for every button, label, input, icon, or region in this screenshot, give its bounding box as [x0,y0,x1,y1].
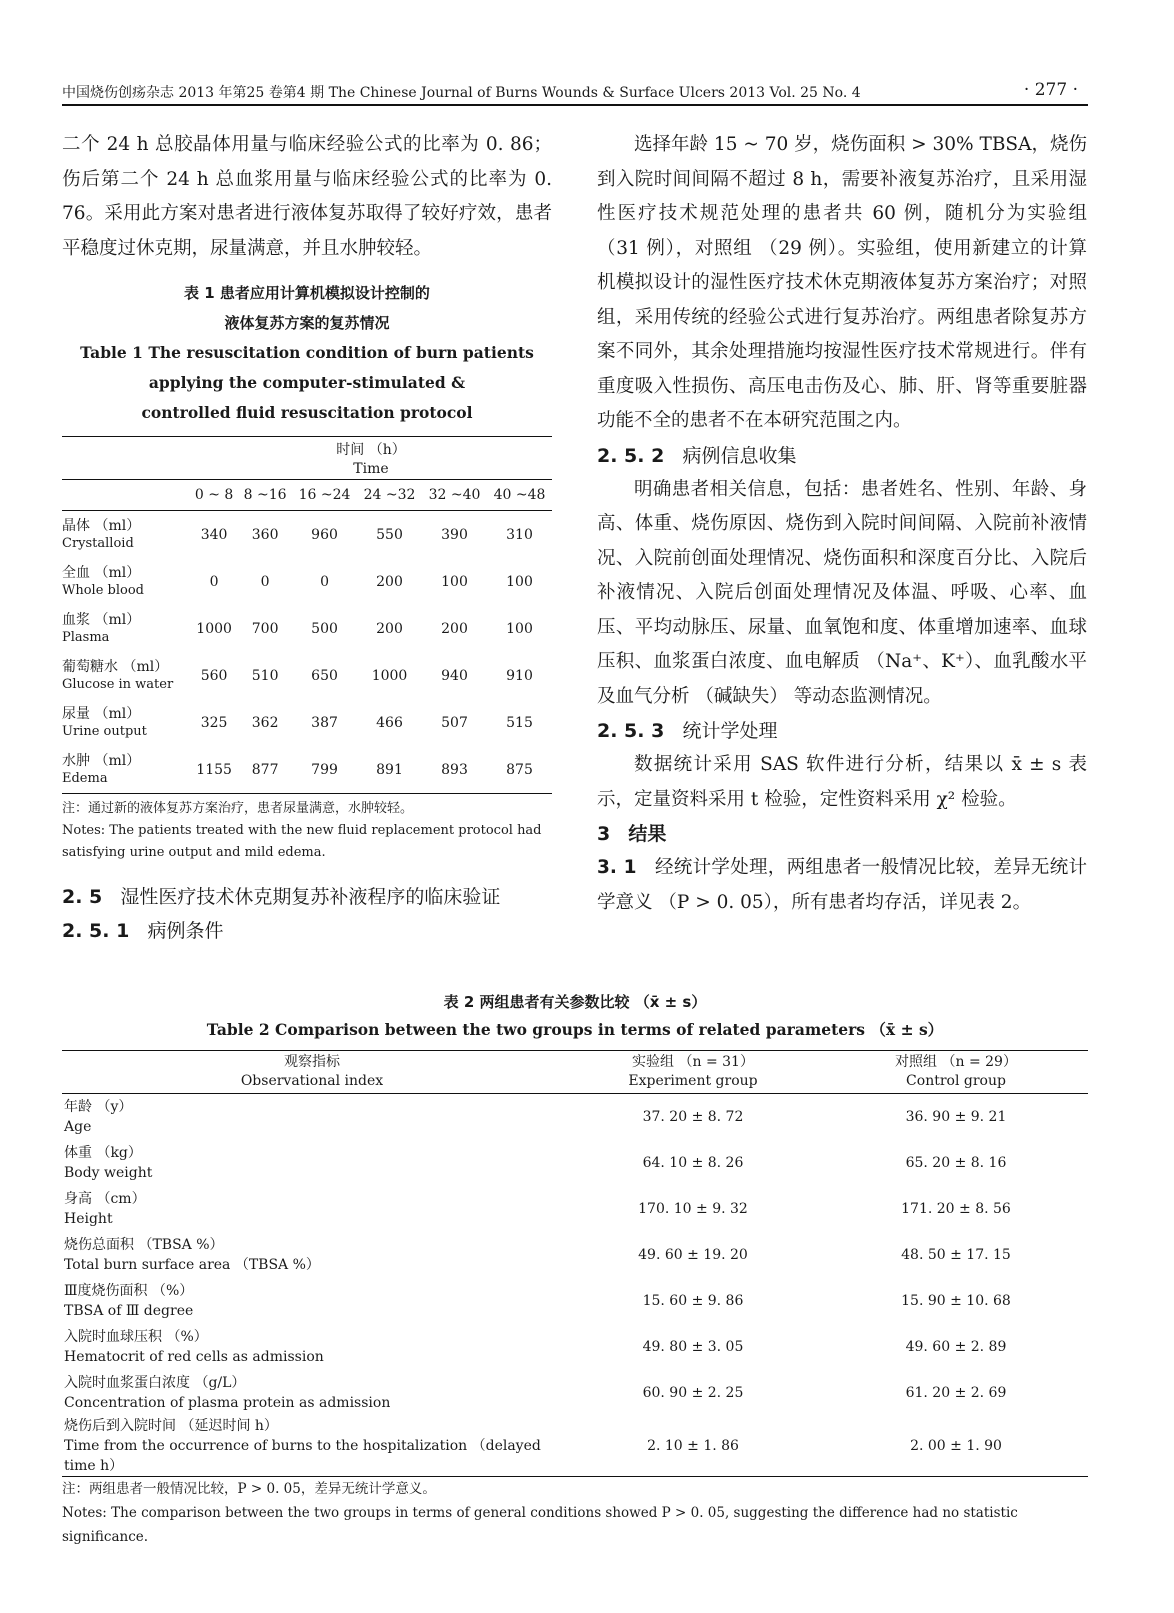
table2-note-en: Notes: The comparison between the two groups in terms of general conditions showed P > 0. 05, suggesting the difference had no statistic significance. [62,1505,1018,1545]
table1-cell: 100 [506,620,533,637]
row-label-cn: 水肿 （ml） [62,752,141,769]
table1-col-header: 0 ~ 8 [190,480,238,511]
table1-cell: 875 [506,761,533,778]
page-number: · 277 · [1023,80,1078,100]
table1-caption-en-3: controlled fluid resuscitation protocol [141,403,473,422]
table1-row [62,699,552,746]
table1-cell: 200 [441,620,468,637]
table2-cell-exp: 37. 20 ± 8. 72 [642,1109,744,1125]
row-label-en: Crystalloid [62,535,134,551]
table2-note-cn: 注：两组患者一般情况比较，P > 0. 05，差异无统计学意义。 [62,1481,436,1497]
table1-cell: 200 [376,620,403,637]
table1-caption-cn-2: 液体复苏方案的复苏情况 [224,314,390,332]
table1-cell: 799 [311,761,338,778]
table2-col3-en: Control group [906,1073,1006,1089]
table2-cell-exp: 170. 10 ± 9. 32 [638,1201,748,1217]
table1-cell: 200 [376,573,403,590]
table2-col2-cn: 实验组 （n = 31） [632,1054,754,1070]
table1-cell: 360 [251,526,279,543]
table1-time-en: Time [353,461,389,477]
table1-cell: 910 [506,667,533,684]
row-label-cn: 入院时血球压积 （%） [64,1329,208,1345]
journal-citation: 中国烧伤创疡杂志 2013 年第25 卷第4 期 The Chinese Journal of Burns Wounds & Surface Ulcers 2013 Vol. 25 No. 4 [62,85,861,101]
table1-cell: 310 [506,526,533,543]
right-paragraph-2: 明确患者相关信息，包括：患者姓名、性别、年龄、身高、体重、烧伤原因、烧伤到入院时间间隔、入院前补液情况、入院前创面处理情况、烧伤面积和深度百分比、入院后补液情况、入院后创面处理情况及体温、呼吸、心率、血压、平均动脉压、尿量、血氧饱和度、体重增加速率、血球压积、血浆蛋白浓度、血电解质 （Na⁺、K⁺）、血乳酸水平及血气分析 （碱缺失） 等动态监测情况。 [597,478,1087,707]
table2-caption-en: Table 2 Comparison between the two groups in terms of related parameters （x̄ ± s） [206,1020,944,1039]
table1-cell: 550 [376,526,403,543]
table1-time-cn: 时间 （h） [336,442,406,458]
table2-cell-exp: 49. 80 ± 3. 05 [642,1339,744,1355]
table1-row [62,652,552,699]
row-label-cn: 全血 （ml） [62,564,141,581]
table1-row [62,511,552,559]
table1-column-headers [62,480,552,511]
row-label-cn: 年龄 （y） [64,1099,133,1115]
paragraph-text: 经统计学处理，两组患者一般情况比较，差异无统计学意义 （P > 0. 05），所有患者均存活，详见表 2。 [597,857,1087,913]
table2-row [62,1278,1088,1324]
table2-col2-en: Experiment group [628,1073,758,1089]
section-title: 病例信息收集 [682,444,797,467]
row-label-en: Height [64,1211,113,1227]
table2-row [62,1140,1088,1186]
table2-row [62,1186,1088,1232]
section-number: 2. 5. 3 [597,720,665,742]
table1-col-header: 40 ~48 [487,480,552,511]
table1-cell: 515 [506,714,533,731]
table1-cell: 390 [441,526,468,543]
row-label-en: TBSA of Ⅲ degree [64,1303,194,1319]
section-title: 统计学处理 [682,720,778,742]
table1-cell: 100 [441,573,468,590]
row-label-en: Urine output [62,723,147,739]
table2-cell-exp: 64. 10 ± 8. 26 [642,1155,744,1171]
table1-cell: 560 [200,667,228,684]
table2-cell-ctl: 61. 20 ± 2. 69 [905,1385,1007,1401]
row-label-en: Time from the occurrence of burns to the hospitalization （delayed time h） [64,1438,541,1474]
section-number: 2. 5. 2 [597,444,665,467]
table2-cell-ctl: 48. 50 ± 17. 15 [901,1247,1011,1263]
table2-cell-exp: 15. 60 ± 9. 86 [642,1293,744,1309]
table1-row [62,605,552,652]
row-label-cn: 烧伤后到入院时间 （延迟时间 h） [64,1418,278,1434]
section-title: 结果 [628,823,667,845]
row-label-en: Total burn surface area （TBSA %） [64,1257,320,1273]
row-label-cn: 体重 （kg） [64,1145,142,1161]
table1-cell: 0 [260,573,270,590]
section-3-1-paragraph [597,851,1087,920]
table2-cell-exp: 2. 10 ± 1. 86 [647,1438,739,1454]
table1-caption-en-2: applying the computer-stimulated & [148,373,466,392]
section-number: 2. 5 [62,886,103,908]
section-number: 3 [597,823,611,845]
table2-block [62,988,1088,1549]
row-label-cn: 烧伤总面积 （TBSA %） [64,1237,224,1253]
table1-cell: 1000 [196,620,232,637]
table1-cell: 0 [209,573,219,590]
right-paragraph-1: 选择年龄 15 ~ 70 岁，烧伤面积 > 30% TBSA，烧伤到入院时间间隔不超过 8 h，需要补液复苏治疗，且采用湿性医疗技术规范处理的患者共 60 例，随机分为实验组 （31 例），对照组 （29 例）。实验组，使用新建立的计算机模拟设计的湿性医疗技术休克期液体复苏方案治疗；对照组，采用传统的经验公式进行复苏治疗。两组患者除复苏方案不同外，其余处理措施均按湿性医疗技术常规进行。伴有重度吸入性损伤、高压电击伤及心、肺、肝、肾等重要脏器功能不全的患者不在本研究范围之内。 [597,134,1087,431]
section-2-5-2-heading [597,439,1087,473]
table1-caption-en-1: Table 1 The resuscitation condition of burn patients [80,343,534,362]
row-label-en: Concentration of plasma protein as admission [64,1395,391,1411]
row-label-en: Age [64,1119,92,1135]
table1-note-cn: 注：通过新的液体复苏方案治疗，患者尿量满意，水肿较轻。 [62,801,414,816]
row-label-cn: 葡萄糖水 （ml） [62,658,169,675]
table2-cell-ctl: 65. 20 ± 8. 16 [905,1155,1007,1171]
table1-col-header: 16 ~24 [292,480,357,511]
table1-cell: 891 [376,761,403,778]
table2-cell-ctl: 36. 90 ± 9. 21 [905,1109,1007,1125]
section-number: 2. 5. 1 [62,920,130,942]
table2-cell-ctl: 49. 60 ± 2. 89 [905,1339,1007,1355]
row-label-en: Body weight [64,1165,153,1181]
table1-cell: 650 [311,667,338,684]
table2-row [62,1094,1088,1141]
table2-cell-exp: 49. 60 ± 19. 20 [638,1247,748,1263]
section-number: 3. 1 [597,857,637,878]
row-label-en: Plasma [62,629,110,645]
table2-col1-en: Observational index [240,1073,384,1089]
left-paragraph-1: 二个 24 h 总胶晶体用量与临床经验公式的比率为 0. 86；伤后第二个 24 h 总血浆用量与临床经验公式的比率为 0. 76。采用此方案对患者进行液体复苏取得了较好疗效，患者平稳度过休克期，尿量满意，并且水肿较轻。 [62,134,552,259]
table1-cell: 387 [311,714,338,731]
table2-row [62,1324,1088,1370]
table1-cell: 510 [251,667,279,684]
section-2-5-3-heading [597,714,1087,748]
table1-col-header: 8 ~16 [238,480,292,511]
table1-row [62,746,552,794]
table2-caption-cn: 表 2 两组患者有关参数比较 （x̄ ± s） [443,993,707,1011]
table2 [62,1050,1088,1477]
table2-col3-cn: 对照组 （n = 29） [895,1054,1017,1070]
table1-cell: 0 [320,573,329,590]
table1-cell: 340 [200,526,228,543]
table2-cell-ctl: 15. 90 ± 10. 68 [901,1293,1011,1309]
row-label-cn: 晶体 （ml） [62,517,141,534]
table1-cell: 960 [311,526,338,543]
table2-row [62,1232,1088,1278]
table1-note-en: Notes: The patients treated with the new fluid replacement protocol had satisfying urine output and mild edema. [62,823,542,860]
table2-col1-cn: 观察指标 [284,1054,340,1070]
table1-cell: 940 [441,667,468,684]
table2-cell-exp: 60. 90 ± 2. 25 [642,1385,744,1401]
row-label-en: Edema [62,770,108,786]
row-label-cn: 血浆 （ml） [62,611,141,628]
section-2-5-heading [62,880,552,914]
section-title: 湿性医疗技术休克期复苏补液程序的临床验证 [120,886,501,908]
left-column [62,128,552,948]
table1-cell: 507 [441,714,468,731]
table1-cell: 893 [441,761,468,778]
section-3-heading [597,817,1087,851]
table1-cell: 466 [376,714,403,731]
row-label-cn: 入院时血浆蛋白浓度 （g/L） [64,1375,246,1391]
table1-cell: 700 [251,620,279,637]
table2-cell-ctl: 171. 20 ± 8. 56 [901,1201,1011,1217]
table2-cell-ctl: 2. 00 ± 1. 90 [910,1438,1002,1454]
table1 [62,436,552,794]
right-paragraph-3: 数据统计采用 SAS 软件进行分析，结果以 x̄ ± s 表示，定量资料采用 t 检验，定性资料采用 χ² 检验。 [597,754,1087,810]
row-label-en: Whole blood [62,582,144,598]
row-label-en: Glucose in water [62,676,174,692]
row-label-cn: Ⅲ度烧伤面积 （%） [64,1283,194,1299]
running-header [62,80,1088,106]
table1-cell: 1155 [196,761,232,778]
table1-col-header: 24 ~32 [357,480,422,511]
row-label-cn: 尿量 （ml） [62,705,141,722]
table1-caption-cn-1: 表 1 患者应用计算机模拟设计控制的 [184,284,430,302]
table1-row [62,558,552,605]
table1-col-header: 32 ~40 [422,480,487,511]
section-title: 病例条件 [147,920,224,942]
section-2-5-1-heading [62,914,552,948]
table2-row [62,1370,1088,1416]
table1-cell: 100 [506,573,533,590]
table2-header-row [62,1051,1088,1094]
table1-cell: 500 [311,620,338,637]
table1-cell: 877 [251,761,279,778]
table2-row [62,1416,1088,1477]
row-label-en: Hematocrit of red cells as admission [64,1349,324,1365]
table1-cell: 362 [251,714,279,731]
row-label-cn: 身高 （cm） [64,1191,146,1207]
right-column [597,128,1087,920]
table1-cell: 1000 [371,667,408,684]
table1-cell: 325 [200,714,228,731]
